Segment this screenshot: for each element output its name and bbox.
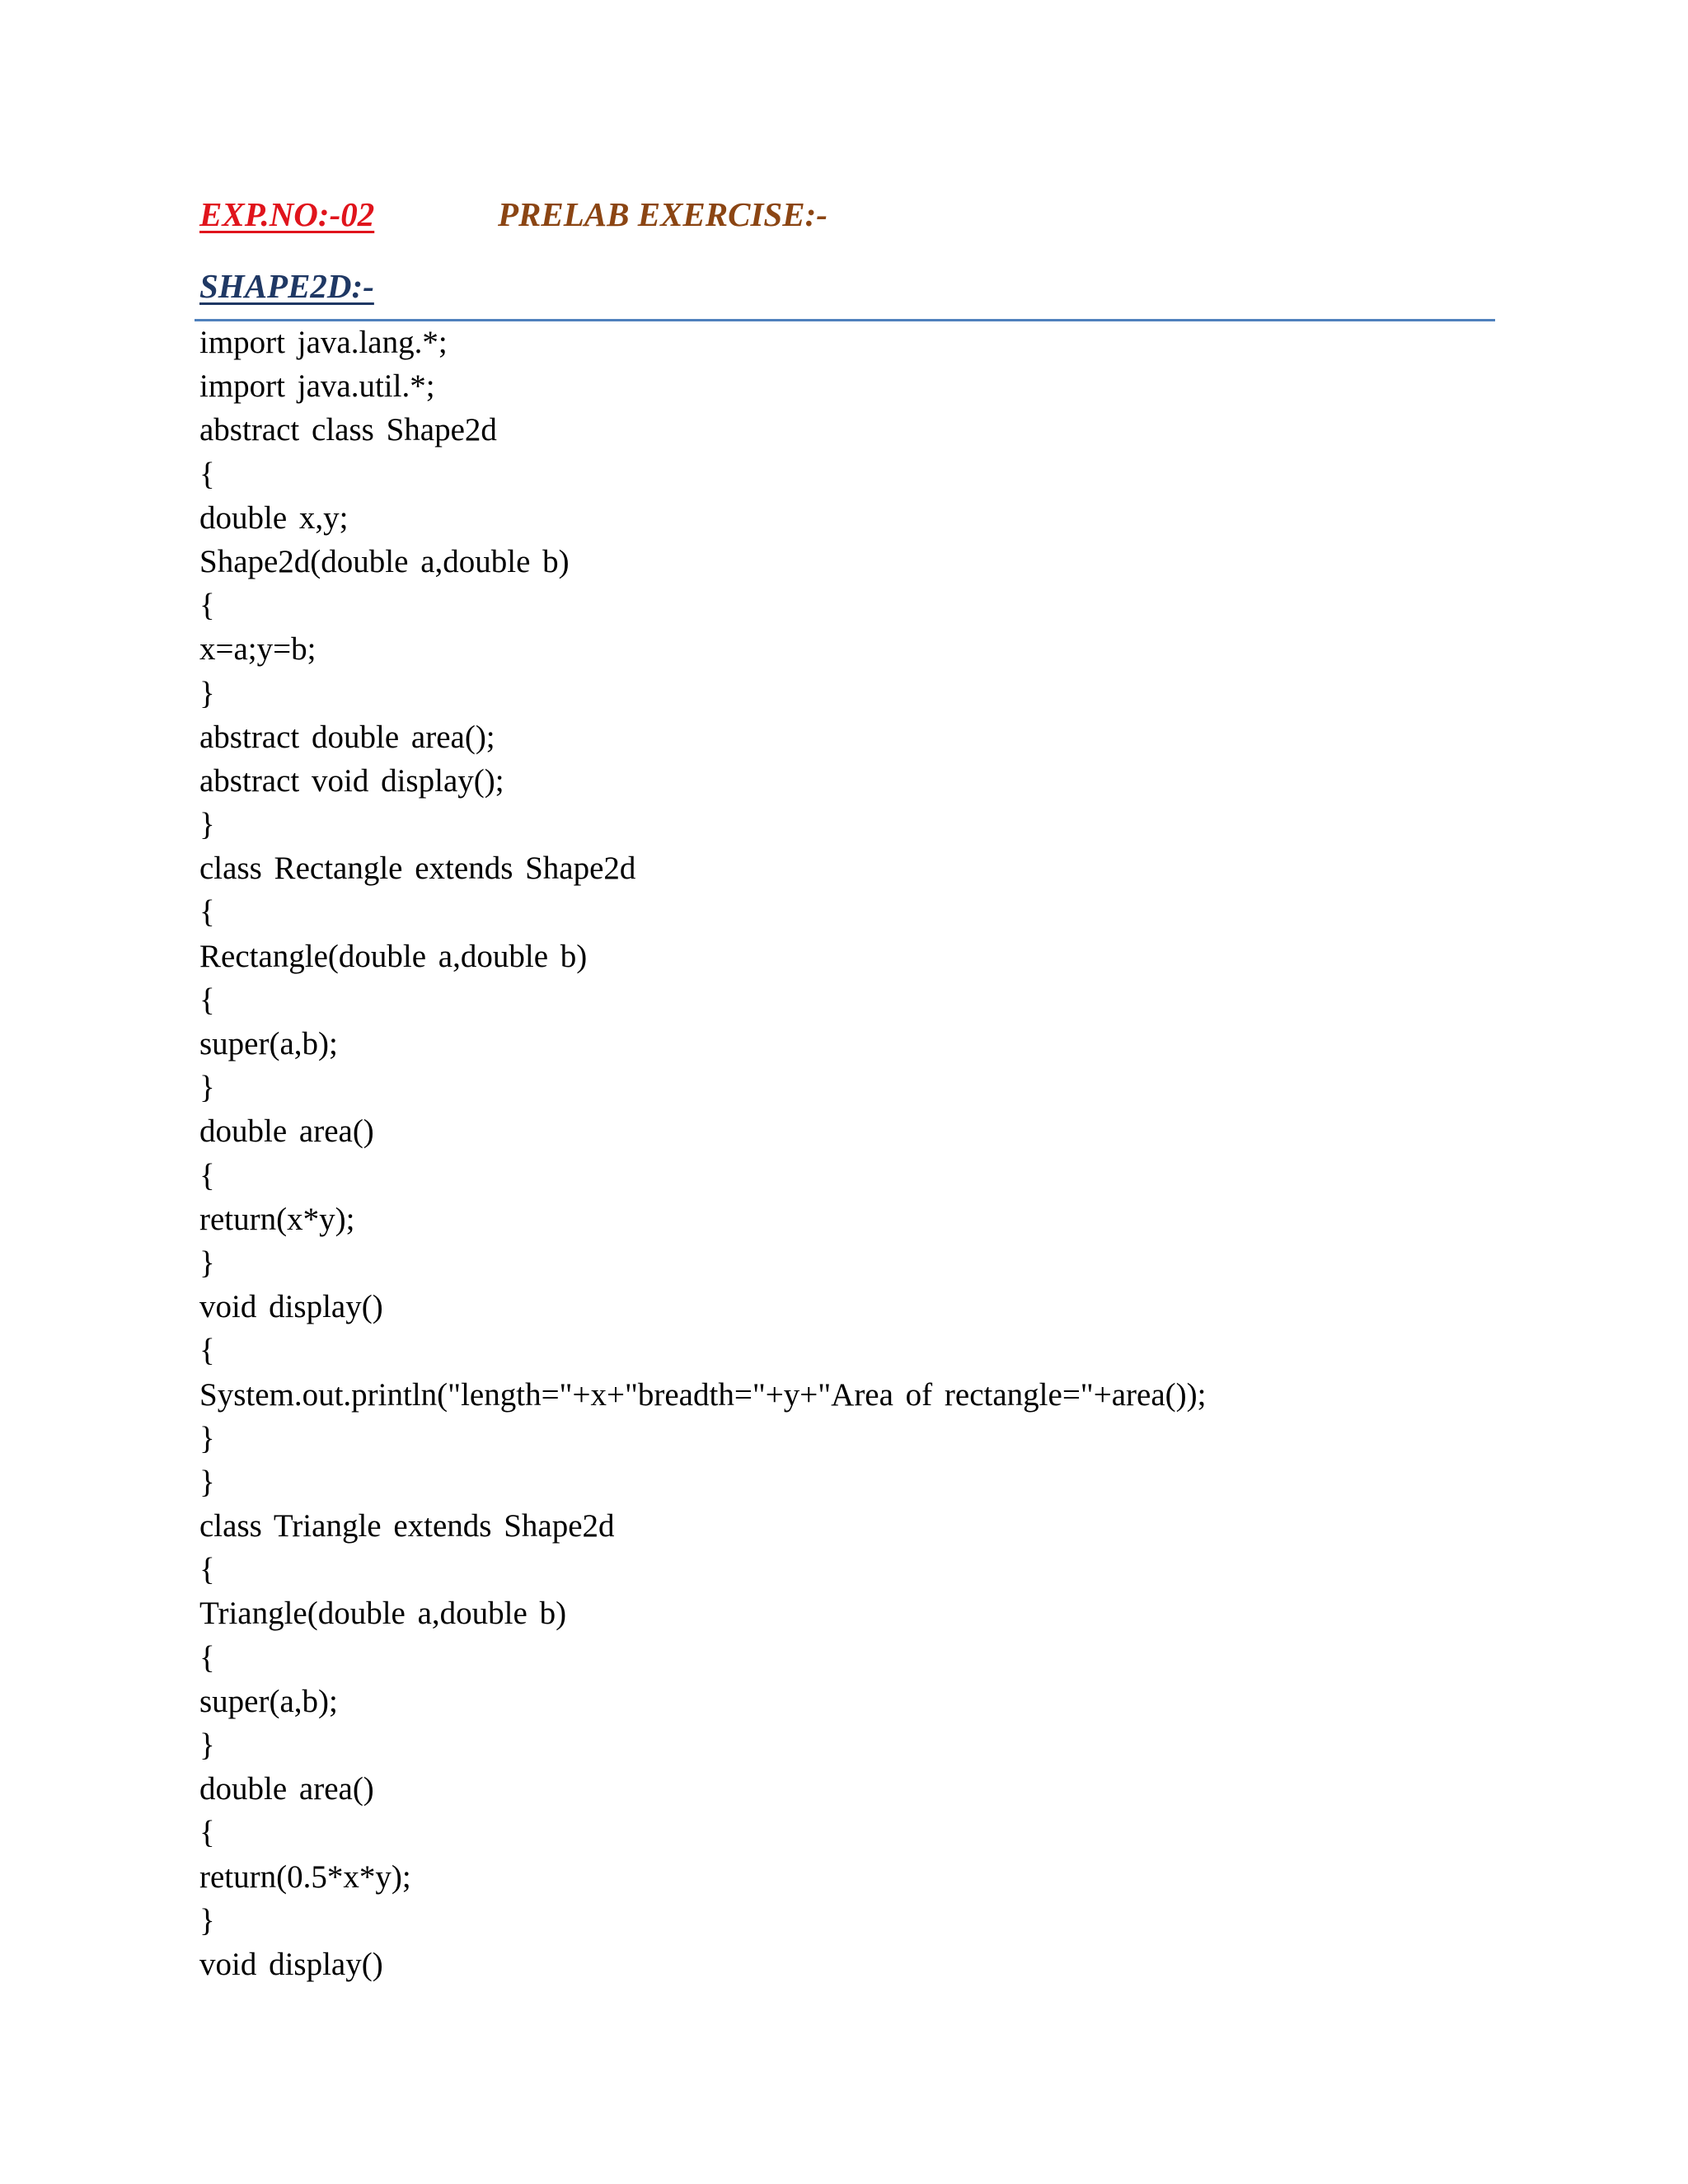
code-line: return(0.5*x*y); (199, 1858, 411, 1895)
code-line: return(x*y); (199, 1201, 355, 1237)
code-line: abstract class Shape2d (199, 412, 497, 448)
code-line: } (199, 1420, 215, 1456)
code-line: { (199, 1333, 215, 1369)
code-listing (199, 321, 1485, 1986)
code-line: import java.lang.*; (199, 325, 448, 360)
code-line: } (199, 1070, 215, 1106)
code-line: { (199, 588, 215, 624)
code-line: System.out.println("length="+x+"breadth="+y+"Area of rectangle="+area()); (199, 1376, 1207, 1413)
code-line: abstract double area(); (199, 719, 495, 755)
code-line: } (199, 807, 215, 843)
code-line: { (199, 1552, 215, 1588)
code-line: } (199, 1244, 215, 1281)
code-line: } (199, 1902, 215, 1938)
code-line: { (199, 982, 215, 1018)
code-line: { (199, 456, 215, 492)
code-line: Triangle(double a,double b) (199, 1596, 567, 1632)
code-line: { (199, 1815, 215, 1851)
code-line: class Triangle extends Shape2d (199, 1508, 615, 1544)
code-line: { (199, 1157, 215, 1193)
code-line: void display() (199, 1946, 383, 1982)
code-line: } (199, 1727, 215, 1763)
code-line: Shape2d(double a,double b) (199, 543, 570, 579)
code-line: } (199, 675, 215, 711)
prelab-heading: PRELAB EXERCISE:- (498, 195, 828, 233)
code-line: { (199, 894, 215, 930)
code-line: class Rectangle extends Shape2d (199, 851, 636, 887)
code-line: abstract void display(); (199, 762, 504, 799)
code-line: } (199, 1464, 215, 1500)
code-line: double area() (199, 1771, 374, 1807)
code-line: super(a,b); (199, 1026, 338, 1062)
code-line: import java.util.*; (199, 368, 435, 405)
code-line: Rectangle(double a,double b) (199, 938, 588, 974)
code-line: x=a;y=b; (199, 631, 316, 668)
experiment-number: EXP.NO:-02 (199, 195, 375, 233)
code-line: void display() (199, 1289, 383, 1325)
code-line: { (199, 1639, 215, 1675)
section-title: SHAPE2D:- (199, 267, 374, 305)
code-line: double area() (199, 1113, 374, 1150)
code-line: double x,y; (199, 499, 349, 536)
code-line: super(a,b); (199, 1683, 338, 1719)
